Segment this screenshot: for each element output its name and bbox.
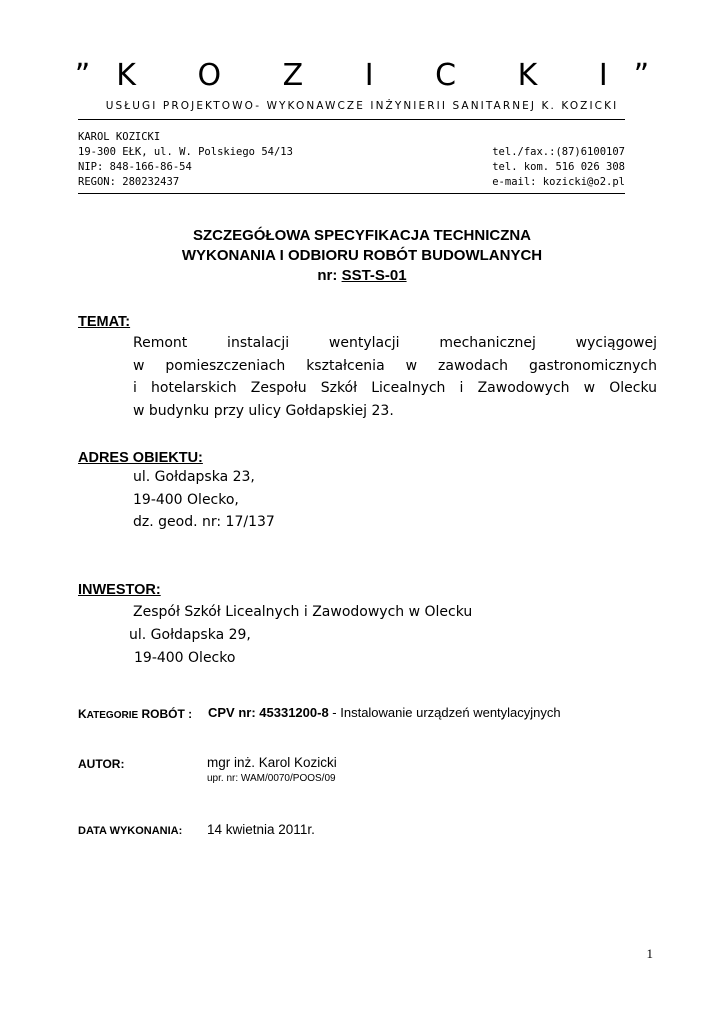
spec-number-label: nr: <box>317 267 338 284</box>
contact-name: KAROL KOZICKI <box>78 131 161 143</box>
contact-phone-fax: tel./fax.:(87)6100107 <box>492 146 625 158</box>
header-divider <box>78 119 625 120</box>
inwestor-line-1: Zespół Szkół Licealnych i Zawodowych w Olecku <box>133 604 473 620</box>
autor-label: AUTOR: <box>78 757 125 771</box>
temat-line-4: w budynku przy ulicy Gołdapskiej 23. <box>133 402 394 419</box>
company-tagline: USŁUGI PROJEKTOWO- WYKONAWCZE INŻYNIERII SANITARNEJ K. KOZICKI <box>105 100 619 112</box>
data-wykonania-value: 14 kwietnia 2011r. <box>207 822 315 837</box>
title-line-1: SZCZEGÓŁOWA SPECYFIKACJA TECHNICZNA <box>192 227 532 244</box>
data-wykonania-label: DATA WYKONANIA: <box>78 825 183 837</box>
inwestor-line-3: 19-400 Olecko <box>134 650 236 666</box>
cpv-description: - Instalowanie urządzeń wentylacyjnych <box>328 705 561 720</box>
adres-heading: ADRES OBIEKTU: <box>78 450 203 466</box>
adres-line-1: ul. Gołdapska 23, <box>133 469 255 485</box>
contact-divider <box>78 193 625 194</box>
temat-text <box>133 332 657 422</box>
page-number: 1 <box>646 946 653 961</box>
contact-right <box>492 145 625 190</box>
adres-line-3: dz. geod. nr: 17/137 <box>133 514 275 530</box>
inwestor-heading: INWESTOR: <box>78 582 161 598</box>
contact-nip: NIP: 848-166-86-54 <box>78 161 192 173</box>
adres-line-2: 19-400 Olecko, <box>133 491 239 508</box>
temat-line-3: i hotelarskich Zespołu Szkół Licealnych i Zawodowych w Olecku <box>133 380 657 396</box>
contact-address: 19-300 EŁK, ul. W. Polskiego 54/13 <box>78 146 293 158</box>
cpv-number: CPV nr: 45331200-8 <box>208 705 329 720</box>
contact-left <box>78 130 293 190</box>
kategorie-label: KATEGORIE ROBÓT : <box>78 707 193 721</box>
title-line-3 <box>0 266 724 286</box>
company-logo: ”K O Z I C K I” <box>74 58 676 93</box>
autor-license: upr. nr: WAM/0070/POOS/09 <box>207 773 336 784</box>
temat-line-2: w pomieszczeniach kształcenia w zawodach gastronomicznych <box>133 357 657 374</box>
contact-regon: REGON: 280232437 <box>78 176 180 188</box>
kategorie-value <box>208 705 561 720</box>
temat-heading: TEMAT: <box>78 314 131 330</box>
contact-mobile: tel. kom. 516 026 308 <box>492 161 625 173</box>
autor-name: mgr inż. Karol Kozicki <box>207 755 337 770</box>
adres-text <box>133 466 275 534</box>
contact-email: e-mail: kozicki@o2.pl <box>492 176 625 188</box>
title-line-2: WYKONANIA I ODBIORU ROBÓT BUDOWLANYCH <box>181 247 543 264</box>
inwestor-line-2: ul. Gołdapska 29, <box>129 627 251 643</box>
temat-line-1: Remont instalacji wentylacji mechanicznej wyciągowej <box>133 335 657 351</box>
document-title <box>0 226 724 286</box>
spec-number: SST-S-01 <box>341 267 407 284</box>
